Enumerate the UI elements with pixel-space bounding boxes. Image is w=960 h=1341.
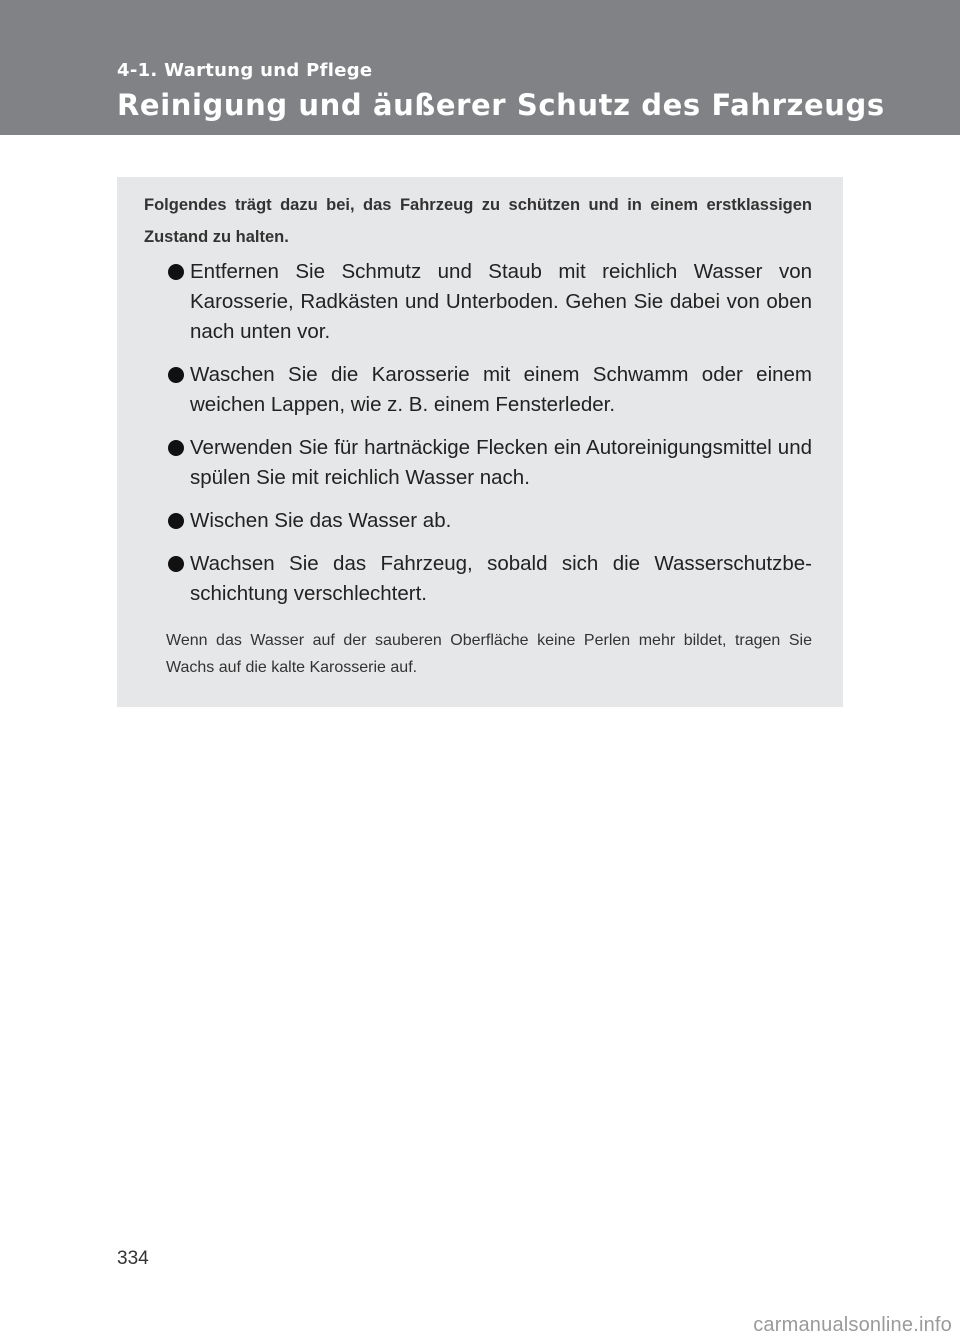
- page-number: 334: [117, 1248, 149, 1269]
- intro-text: Folgendes trägt dazu bei, das Fahrzeug zu schützen und in einem erstklassigen Zustand zu halten.: [144, 196, 812, 246]
- bullet-text: Waschen Sie die Karosserie mit einem Schwamm oder einem weichen Lappen, wie z. B. einem Fensterleder.: [190, 363, 812, 416]
- bullet-dot-icon: [168, 513, 184, 529]
- content-box: [117, 177, 843, 707]
- bullet-text: Entfernen Sie Schmutz und Staub mit reichlich Wasser von Karosserie, Radkästen und Unterboden. Gehen Sie dabei von oben nach unten vor.: [190, 260, 812, 343]
- bullet-text: Wischen Sie das Wasser ab.: [190, 509, 452, 532]
- watermark: carmanualsonline.info: [753, 1314, 952, 1336]
- bullet-item: [144, 257, 812, 347]
- bullet-dot-icon: [168, 367, 184, 383]
- bullet-dot-icon: [168, 556, 184, 572]
- bullet-dot-icon: [168, 440, 184, 456]
- header-band: [0, 0, 960, 135]
- bullet-item: [144, 433, 812, 493]
- page-title: Reinigung und äußerer Schutz des Fahrzeugs: [117, 88, 885, 122]
- bullet-item: [144, 360, 812, 420]
- bullet-list: [144, 257, 812, 609]
- section-label: 4-1. Wartung und Pflege: [117, 60, 373, 81]
- bullet-text: Verwenden Sie für hartnäckige Flecken ein Autoreinigungsmittel und spülen Sie mit reichlich Wasser nach.: [190, 436, 812, 489]
- bullet-text: Wachsen Sie das Fahrzeug, sobald sich die Wasserschutzbeschichtung verschlechtert.: [190, 552, 812, 605]
- note-text: Wenn das Wasser auf der sauberen Oberfläche keine Perlen mehr bildet, tragen Sie Wachs auf die kalte Karosserie auf.: [166, 632, 812, 676]
- bullet-item: [144, 506, 812, 536]
- bullet-dot-icon: [168, 264, 184, 280]
- bullet-item: [144, 549, 812, 609]
